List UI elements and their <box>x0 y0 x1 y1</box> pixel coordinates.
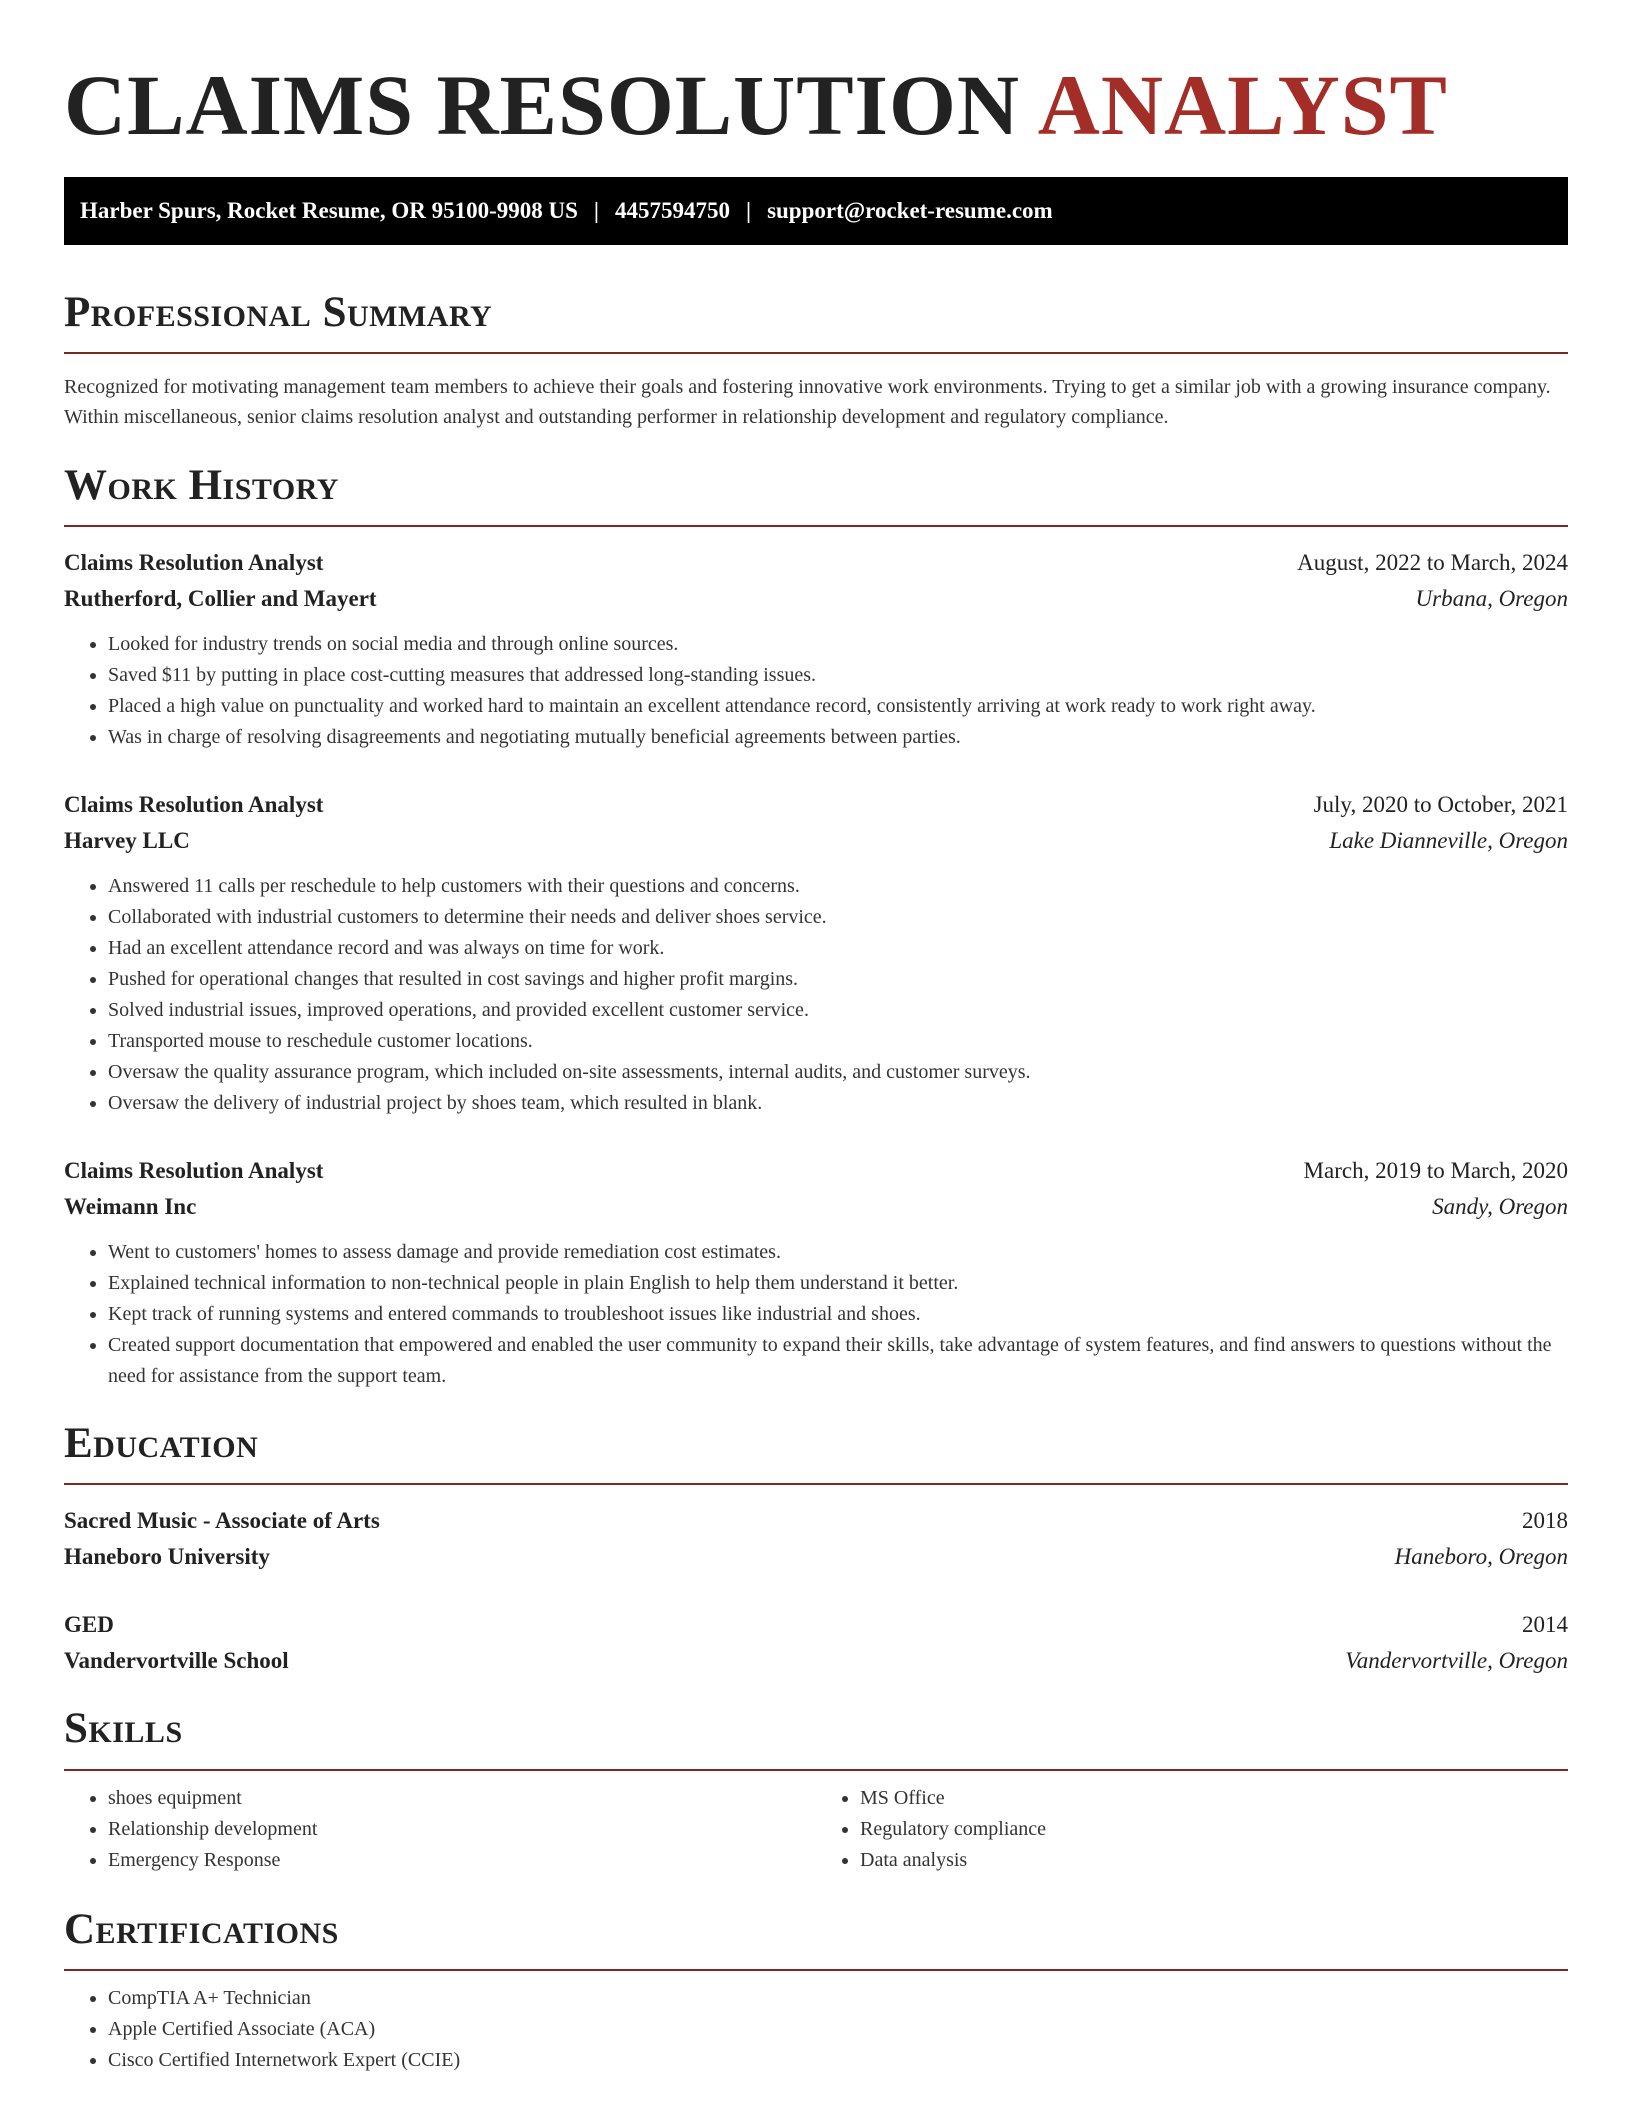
education-heading: Education <box>64 1420 259 1468</box>
section-divider <box>64 1483 1568 1485</box>
education-degree: Sacred Music - Associate of Arts <box>64 1508 380 1534</box>
certifications-heading: Certifications <box>64 1905 339 1953</box>
education-school-row <box>64 1643 1568 1679</box>
job-bullets <box>64 871 1568 1119</box>
list-item: • Emergency Response <box>108 1845 816 1876</box>
education-section <box>64 1420 1568 1679</box>
section-divider <box>64 352 1568 354</box>
contact-bar <box>64 177 1568 245</box>
title-accent: ANALYST <box>1037 57 1448 153</box>
list-item: • Transported mouse to reschedule customer locations. <box>108 1026 1568 1057</box>
list-item: • Looked for industry trends on social media and through online sources. <box>108 629 1568 660</box>
job-title: Claims Resolution Analyst <box>64 792 324 818</box>
job-dates: August, 2022 to March, 2024 <box>1297 550 1568 576</box>
section-divider <box>64 525 1568 527</box>
list-item: • Solved industrial issues, improved operations, and provided excellent customer service. <box>108 995 1568 1026</box>
list-item: • CompTIA A+ Technician <box>108 1983 1568 2014</box>
page-title <box>64 58 1568 153</box>
education-degree: GED <box>64 1612 114 1638</box>
certifications-section <box>64 1906 1568 2076</box>
contact-phone: 4457594750 <box>614 197 730 223</box>
education-degree-row <box>64 1607 1568 1643</box>
job-location: Lake Dianneville, Oregon <box>1329 828 1568 854</box>
job-header-row <box>64 545 1568 581</box>
list-item: • Had an excellent attendance record and was always on time for work. <box>108 933 1568 964</box>
education-year: 2014 <box>1522 1612 1568 1638</box>
skills-section <box>64 1705 1568 1875</box>
list-item: • Oversaw the delivery of industrial project by shoes team, which resulted in blank. <box>108 1088 1568 1119</box>
list-item: • Regulatory compliance <box>860 1814 1568 1845</box>
skills-grid <box>64 1783 1568 1876</box>
job-company: Harvey LLC <box>64 828 190 854</box>
list-item: • Relationship development <box>108 1814 816 1845</box>
education-year: 2018 <box>1522 1508 1568 1534</box>
section-divider <box>64 1769 1568 1771</box>
job-title: Claims Resolution Analyst <box>64 550 324 576</box>
job-location: Urbana, Oregon <box>1415 586 1568 612</box>
job-dates: July, 2020 to October, 2021 <box>1313 792 1568 818</box>
job-company-row <box>64 581 1568 617</box>
list-item: • Collaborated with industrial customers to determine their needs and deliver shoes service. <box>108 902 1568 933</box>
job-header-row <box>64 787 1568 823</box>
job-dates: March, 2019 to March, 2020 <box>1303 1158 1568 1184</box>
job-entry <box>64 787 1568 1119</box>
education-entry <box>64 1607 1568 1679</box>
education-location: Vandervortville, Oregon <box>1345 1648 1568 1674</box>
section-divider <box>64 1969 1568 1971</box>
education-school: Vandervortville School <box>64 1648 289 1674</box>
job-company-row <box>64 1189 1568 1225</box>
work-history-heading: Work History <box>64 461 339 509</box>
education-school-row <box>64 1539 1568 1575</box>
list-item: • Created support documentation that empowered and enabled the user community to expand their skills, take advantage of system features, and find answers to questions without the need for assistance from the support team. <box>108 1330 1568 1392</box>
contact-separator: | <box>745 197 752 223</box>
summary-heading: Professional Summary <box>64 288 493 336</box>
list-item: • Went to customers' homes to assess damage and provide remediation cost estimates. <box>108 1237 1568 1268</box>
job-header-row <box>64 1153 1568 1189</box>
skills-list-left <box>64 1783 816 1876</box>
list-item: • Apple Certified Associate (ACA) <box>108 2014 1568 2045</box>
job-company: Weimann Inc <box>64 1194 197 1220</box>
summary-section <box>64 289 1568 432</box>
list-item: • Explained technical information to non-technical people in plain English to help them understand it better. <box>108 1268 1568 1299</box>
job-company: Rutherford, Collier and Mayert <box>64 586 377 612</box>
skills-heading: Skills <box>64 1705 183 1753</box>
job-company-row <box>64 823 1568 859</box>
education-entry <box>64 1503 1568 1575</box>
contact-separator: | <box>593 197 599 223</box>
summary-text: Recognized for motivating management team members to achieve their goals and fostering innovative work environments. Trying to get a similar job with a growing insurance company. Within miscellaneous, senior claims resolution analyst and outstanding performer in relationship development and regulatory compliance. <box>64 375 1551 428</box>
list-item: • Pushed for operational changes that resulted in cost savings and higher profit margins. <box>108 964 1568 995</box>
job-bullets <box>64 629 1568 753</box>
job-location: Sandy, Oregon <box>1432 1194 1568 1220</box>
skills-list-right <box>816 1783 1568 1876</box>
list-item: • Saved $11 by putting in place cost-cutting measures that addressed long-standing issues. <box>108 660 1568 691</box>
list-item: • Answered 11 calls per reschedule to help customers with their questions and concerns. <box>108 871 1568 902</box>
list-item: • Kept track of running systems and entered commands to troubleshoot issues like industrial and shoes. <box>108 1299 1568 1330</box>
contact-email: support@rocket-resume.com <box>767 197 1053 223</box>
job-entry <box>64 545 1568 753</box>
list-item: • Was in charge of resolving disagreements and negotiating mutually beneficial agreements between parties. <box>108 722 1568 753</box>
certifications-list <box>64 1983 1568 2076</box>
education-location: Haneboro, Oregon <box>1394 1544 1568 1570</box>
list-item: • Placed a high value on punctuality and worked hard to maintain an excellent attendance record, consistently arriving at work ready to work right away. <box>108 691 1568 722</box>
list-item: • MS Office <box>860 1783 1568 1814</box>
work-history-section <box>64 462 1568 1392</box>
list-item: • Data analysis <box>860 1845 1568 1876</box>
job-title: Claims Resolution Analyst <box>64 1158 324 1184</box>
education-school: Haneboro University <box>64 1544 270 1570</box>
list-item: • Cisco Certified Internetwork Expert (CCIE) <box>108 2045 1568 2076</box>
title-main: CLAIMS RESOLUTION <box>64 57 1021 153</box>
job-entry <box>64 1153 1568 1392</box>
list-item: • Oversaw the quality assurance program, which included on-site assessments, internal audits, and customer surveys. <box>108 1057 1568 1088</box>
education-degree-row <box>64 1503 1568 1539</box>
list-item: • shoes equipment <box>108 1783 816 1814</box>
job-bullets <box>64 1237 1568 1392</box>
contact-address: Harber Spurs, Rocket Resume, OR 95100-9908 US <box>80 197 578 223</box>
